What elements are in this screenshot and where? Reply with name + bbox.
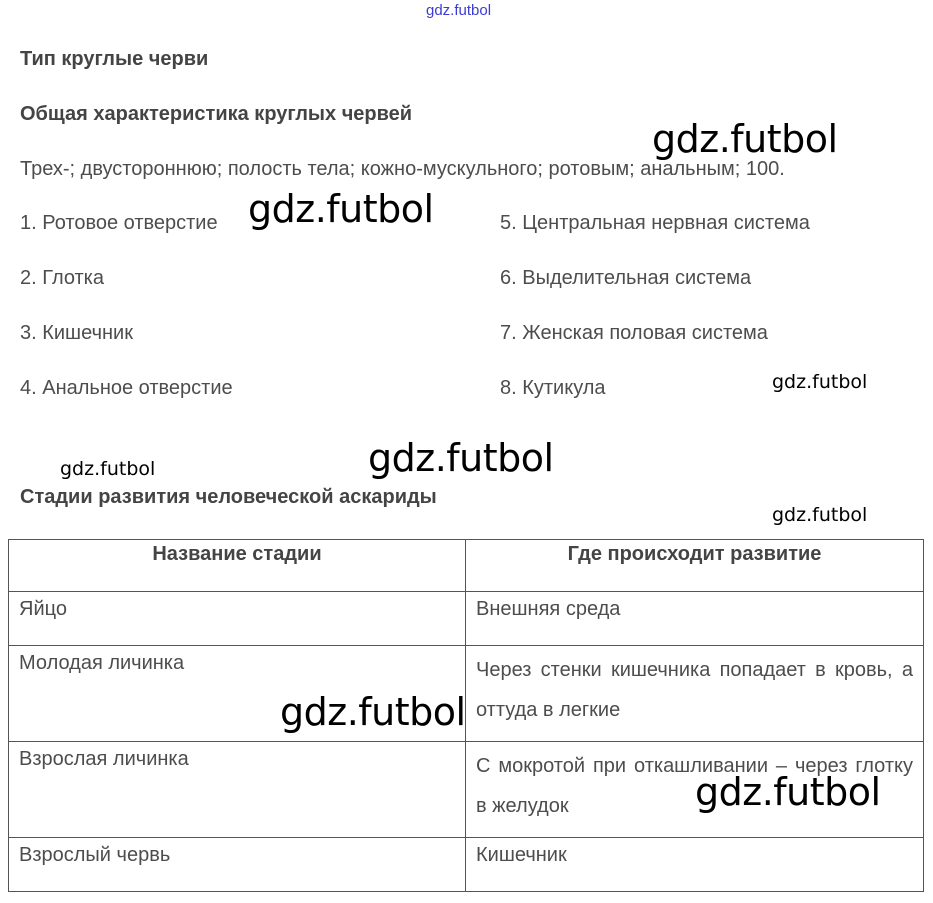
stage-name: Взрослый червь xyxy=(9,838,466,892)
list-item: 5. Центральная нервная система xyxy=(500,212,810,234)
list-item: 8. Кутикула xyxy=(500,377,606,399)
characteristics-heading: Общая характеристика круглых червей xyxy=(20,103,413,125)
watermark: gdz.futbol xyxy=(248,187,434,231)
table-row xyxy=(9,838,924,892)
stage-place: Через стенки кишечника попадает в кровь, а оттуда в легкие xyxy=(466,646,924,742)
characteristics-answer: Трех-; двустороннюю; полость тела; кожно-мускульного; ротовым; анальным; 100. xyxy=(20,158,785,180)
watermark: gdz.futbol xyxy=(772,371,868,393)
stage-place: С мокротой при откашливании – через глотку в желудок xyxy=(466,742,924,838)
watermark-top: gdz.futbol xyxy=(426,2,492,19)
watermark: gdz.futbol xyxy=(368,436,554,480)
watermark: gdz.futbol xyxy=(280,690,466,734)
table-row xyxy=(9,646,924,742)
list-item: 4. Анальное отверстие xyxy=(20,377,233,399)
column-header: Название стадии xyxy=(9,540,466,592)
table-row xyxy=(9,592,924,646)
list-item: 7. Женская половая система xyxy=(500,322,768,344)
stage-name: Молодая личинка xyxy=(9,646,466,742)
list-item: 1. Ротовое отверстие xyxy=(20,212,218,234)
watermark: gdz.futbol xyxy=(695,770,881,814)
list-item: 6. Выделительная система xyxy=(500,267,752,289)
stages-heading: Стадии развития человеческой аскариды xyxy=(20,486,437,508)
watermark: gdz.futbol xyxy=(60,458,156,480)
list-item: 2. Глотка xyxy=(20,267,104,289)
stage-name: Яйцо xyxy=(9,592,466,646)
list-item: 3. Кишечник xyxy=(20,322,133,344)
watermark: gdz.futbol xyxy=(652,117,838,161)
section-title: Тип круглые черви xyxy=(20,48,209,70)
stage-place: Внешняя среда xyxy=(466,592,924,646)
stages-table xyxy=(8,539,924,892)
watermark: gdz.futbol xyxy=(772,504,868,526)
stage-place: Кишечник xyxy=(466,838,924,892)
stage-name: Взрослая личинка xyxy=(9,742,466,838)
column-header: Где происходит развитие xyxy=(466,540,924,592)
